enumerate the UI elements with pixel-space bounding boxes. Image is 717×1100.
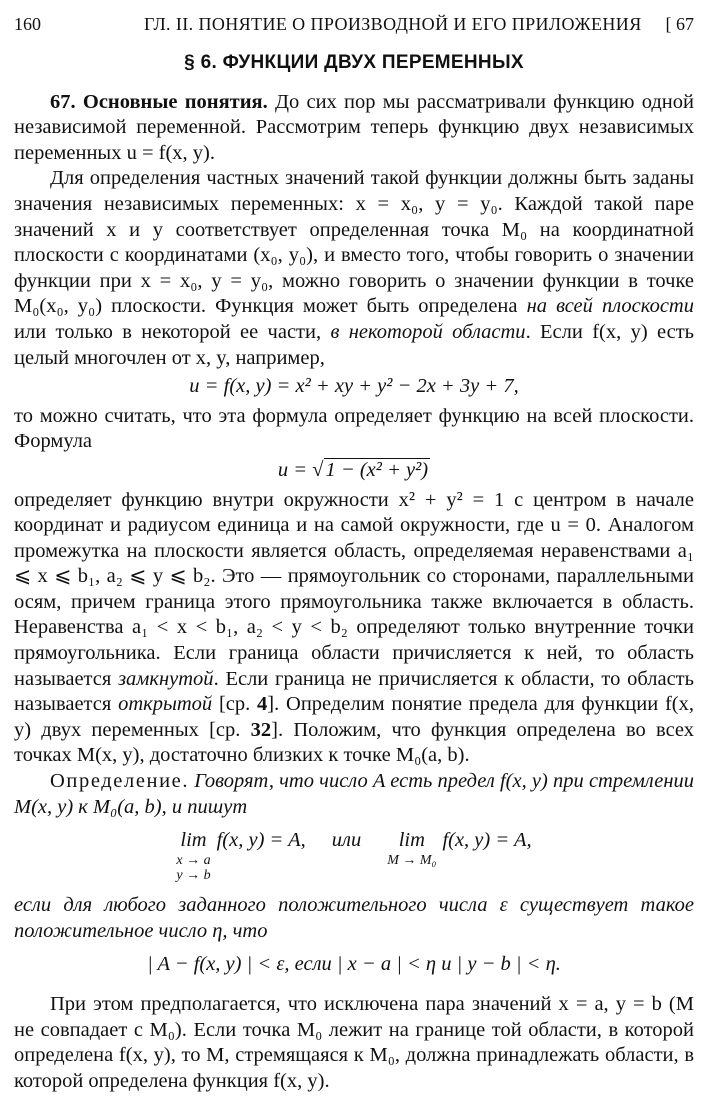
text-run: . Если f(x, y) есть целый многочлен от x, y, например,: [14, 320, 695, 369]
formula-limits: [14, 828, 694, 883]
paragraph-intro: [14, 90, 694, 167]
text-run: или только в некоторой ее части,: [14, 320, 331, 343]
definition-label: Определение.: [50, 770, 190, 793]
text-run: Для определения частных значений такой функции должны быть заданы значения независимых переменных: x = x₀, y = y₀. Каждой такой паре значений x и y соответствует определенная точка M₀ на координатной плоскости с координатами (x₀, y₀), и вместо того, чтобы говорить о значении функции при x = x₀, y = y₀, можно говорить о значении функции в точке M₀(x₀, y₀) плоскости. Функция может быть определена: [14, 167, 694, 318]
lim-expression: f(x, y) = A,: [442, 829, 532, 852]
formula-sqrt-lhs: u = √: [277, 458, 324, 481]
paragraph-whole-plane: то можно считать, что эта формула определяет функцию на всей плоскости. Формула: [14, 404, 694, 453]
formula-polynomial: u = f(x, y) = x² + xy + y² − 2x + 3y + 7,: [189, 375, 519, 398]
section-title: § 6. ФУНКЦИИ ДВУХ ПЕРЕМЕННЫХ: [184, 52, 524, 73]
emphasis-whole-plane: на всей плоскости: [526, 295, 694, 318]
text-run: [ср.: [212, 693, 258, 716]
lim-sub-m: M → M₀: [387, 853, 437, 869]
lim-word: lim: [398, 829, 425, 852]
paragraph-limit-definition: [14, 769, 694, 820]
limit-m: [387, 828, 531, 883]
limit-xy: [176, 828, 305, 883]
formula-epsilon-delta: | A − f(x, y) | < ε, если | x − a | < η и | y − b | < η.: [147, 953, 561, 976]
text-run: . Если граница не причисляется к области, то область называется: [14, 667, 694, 716]
paragraph-boundary: При этом предполагается, что исключена пара значений x = a, y = b (M не совпадает с M₀). Если точка M₀ лежит на границе той области, в которой определена f(x, y), то M, стремящаяся к M₀, должна принадлежать области, в которой определена функция f(x, y).: [14, 993, 694, 1092]
lim-sub-x: x → a: [176, 853, 211, 869]
limit-operator: [176, 828, 210, 883]
chapter-title: ГЛ. II. ПОНЯТИЕ О ПРОИЗВОДНОЙ И ЕГО ПРИЛОЖЕНИЯ: [144, 14, 642, 34]
limit-operator: [387, 828, 436, 868]
text-run: ]. Определим понятие предела для функции f(x, y) двух переменных [ср.: [14, 693, 694, 741]
section-reference: [ 67: [665, 14, 694, 34]
formula-sqrt-radicand: 1 − (x² + y²): [325, 458, 429, 481]
paragraph-definition-values: [14, 166, 694, 371]
emphasis-closed: замкнутой: [118, 667, 214, 690]
emphasis-some-region: в некоторой области: [330, 320, 526, 343]
paragraph-intro-text: До сих пор мы рассматривали функцию одной независимой переменной. Рассмотрим теперь функцию двух независимых переменных u = f(x, y).: [14, 90, 694, 164]
text-run: ]. Положим, что функция определена во всех точках M(x, y), достаточно близких к точке M₀(a, b).: [14, 718, 694, 767]
definition-text: Говорят, что число A есть предел f(x, y) при стремлении M(x, y) к M₀(a, b), и пишут: [14, 770, 694, 818]
lim-sub-y: y → b: [176, 868, 211, 884]
paragraph-epsilon: если для любого заданного положительного числа ε существует такое положительное число η, что: [14, 894, 694, 942]
paragraph-region: [14, 488, 694, 770]
book-page: [14, 0, 694, 1094]
emphasis-open: открытой: [118, 693, 213, 716]
or-word: или: [331, 829, 362, 852]
lim-expression: f(x, y) = A,: [216, 829, 306, 852]
reference-number: 4: [257, 693, 268, 716]
page-number: 160: [14, 14, 41, 34]
lim-word: lim: [180, 829, 207, 852]
subsection-heading: 67. Основные понятия.: [50, 90, 268, 113]
running-head: [14, 6, 694, 40]
text-run: определяет функцию внутри окружности x² + y² = 1 с центром в начале координат и радиусом единица и на самой окружности, где u = 0. Аналогом промежутка на плоскости является область, определяемая неравенствами a₁ ⩽ x ⩽ b₁, a₂ ⩽ y ⩽ b₂. Это — прямоугольник со сторонами, параллельными осям, причем граница этого прямоугольника также включается в область. Неравенства a₁ < x < b₁, a₂ < y < b₂ определяют только внутренние точки прямоугольника. Если граница области причисляется к ней, то область называется: [14, 488, 694, 690]
reference-number: 32: [250, 718, 272, 741]
formula-sqrt: [14, 458, 694, 484]
